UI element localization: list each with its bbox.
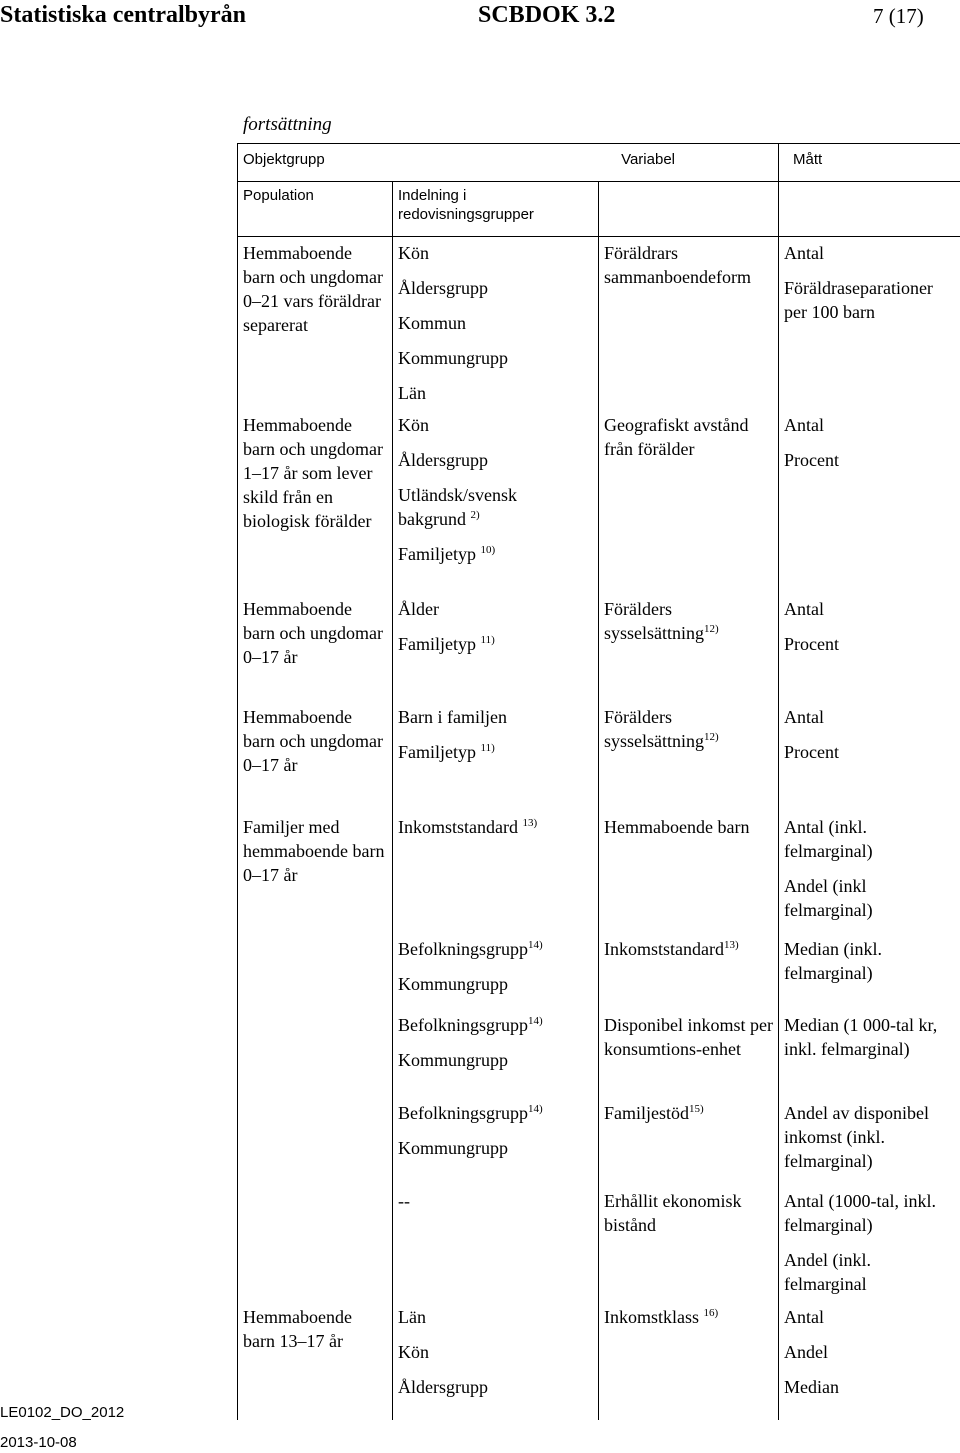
indelning-item xyxy=(398,815,593,839)
header-matt: Mått xyxy=(779,144,960,182)
matt-item: Procent xyxy=(784,742,839,762)
footnote-ref: 14) xyxy=(528,939,543,951)
footnote-ref: 13) xyxy=(522,817,538,829)
indelning-cell xyxy=(393,933,599,1009)
matt-item: Antal xyxy=(784,415,824,435)
indelning-item: Ålder xyxy=(398,599,439,619)
indelning-item: Kommungrupp xyxy=(398,1050,508,1070)
variabel-text: Inkomststandard xyxy=(604,939,724,959)
indelning-cell xyxy=(393,1009,599,1097)
indelning-cell xyxy=(393,593,599,701)
document-id: SCBDOK 3.2 xyxy=(478,2,616,28)
footnote-ref: 11) xyxy=(480,742,495,754)
variabel-text: Familjestöd xyxy=(604,1103,689,1123)
indelning-item xyxy=(398,632,593,656)
variabel-cell: Geografiskt avstånd från förälder xyxy=(599,408,779,593)
table-header-row xyxy=(238,144,960,182)
indelning-text: Inkomststandard xyxy=(398,817,518,837)
indelning-item: Län xyxy=(398,383,426,403)
indelning-item xyxy=(398,937,593,961)
indelning-item: Kommun xyxy=(398,313,467,333)
header-variabel: Variabel xyxy=(599,144,779,182)
variabel-cell: Hemmaboende barn xyxy=(599,811,779,933)
footnote-ref: 2) xyxy=(470,509,480,521)
variabel-cell: Föräldrars sammanboendeform xyxy=(599,237,779,409)
indelning-item xyxy=(398,1013,593,1037)
matt-cell xyxy=(779,237,960,409)
matt-cell: Median (1 000-tal kr, inkl. felmarginal) xyxy=(779,1009,960,1097)
table-row xyxy=(238,408,960,593)
table-row xyxy=(238,1301,960,1420)
indelning-item xyxy=(398,740,593,764)
variabel-text: Förälders sysselsättning xyxy=(604,707,705,751)
footnote-ref: 12) xyxy=(704,623,719,635)
header-population: Population xyxy=(238,182,393,237)
indelning-item xyxy=(398,483,548,531)
population-cell: Hemmaboende barn 13–17 år xyxy=(238,1301,393,1420)
indelning-item: Barn i familjen xyxy=(398,707,507,727)
table-subheader-row xyxy=(238,182,960,237)
variabel-text: Inkomstklass xyxy=(604,1307,700,1327)
footnote-ref: 12) xyxy=(704,731,719,743)
variables-table xyxy=(237,143,960,1420)
header-objektgrupp: Objektgrupp xyxy=(238,144,599,182)
indelning-item: Åldersgrupp xyxy=(398,450,488,470)
population-cell: Hemmaboende barn och ungdomar 0–17 år xyxy=(238,701,393,811)
population-cell: Hemmaboende barn och ungdomar 0–17 år xyxy=(238,593,393,701)
matt-item: Andel (inkl. felmarginal xyxy=(784,1250,871,1294)
indelning-item: Län xyxy=(398,1307,426,1327)
table-row xyxy=(238,811,960,933)
matt-item: Antal xyxy=(784,1307,824,1327)
variabel-cell xyxy=(599,1301,779,1420)
matt-cell xyxy=(779,408,960,593)
footnote-ref: 14) xyxy=(528,1103,543,1115)
indelning-item: Kommungrupp xyxy=(398,1138,508,1158)
header-matt-empty xyxy=(779,182,960,237)
table-row xyxy=(238,593,960,701)
indelning-item xyxy=(398,542,593,566)
indelning-item: Kön xyxy=(398,1342,429,1362)
matt-cell xyxy=(779,811,960,933)
matt-item: Procent xyxy=(784,450,839,470)
population-cell: Hemmaboende barn och ungdomar 1–17 år som lever skild från en biologisk förälder xyxy=(238,408,393,593)
indelning-item xyxy=(398,1101,593,1125)
indelning-text: Befolkningsgrupp xyxy=(398,1015,528,1035)
indelning-item: Åldersgrupp xyxy=(398,278,488,298)
indelning-text: Utländsk/svensk bakgrund xyxy=(398,485,517,529)
footnote-ref: 13) xyxy=(723,939,739,951)
matt-cell xyxy=(779,1301,960,1420)
variabel-cell: Disponibel inkomst per konsumtions-enhet xyxy=(599,1009,779,1097)
table-row xyxy=(238,237,960,409)
indelning-cell xyxy=(393,811,599,933)
matt-cell xyxy=(779,593,960,701)
footnote-ref: 10) xyxy=(480,544,496,556)
indelning-cell: -- xyxy=(393,1185,599,1301)
indelning-text: Familjetyp xyxy=(398,544,476,564)
indelning-cell xyxy=(393,1097,599,1185)
footnote-ref: 14) xyxy=(528,1015,543,1027)
document-code: LE0102_DO_2012 xyxy=(0,1404,125,1421)
continuation-label: fortsättning xyxy=(243,114,332,135)
matt-item: Antal (1000-tal, inkl. felmarginal) xyxy=(784,1191,936,1235)
indelning-text: Befolkningsgrupp xyxy=(398,1103,528,1123)
population-cell: Familjer med hemmaboende barn 0–17 år xyxy=(238,811,393,1301)
matt-cell xyxy=(779,1185,960,1301)
variabel-text: Förälders sysselsättning xyxy=(604,599,705,643)
matt-item: Median xyxy=(784,1377,839,1397)
indelning-cell xyxy=(393,1301,599,1420)
indelning-item: Kommungrupp xyxy=(398,974,508,994)
matt-item: Antal (inkl. felmarginal) xyxy=(784,817,873,861)
header-variabel-empty xyxy=(599,182,779,237)
matt-cell: Andel av disponibel inkomst (inkl. felmarginal) xyxy=(779,1097,960,1185)
indelning-item: Åldersgrupp xyxy=(398,1377,488,1397)
document-date: 2013-10-08 xyxy=(0,1434,77,1451)
matt-cell xyxy=(779,701,960,811)
matt-item: Andel xyxy=(784,1342,828,1362)
matt-item: Antal xyxy=(784,707,824,727)
matt-item: Antal xyxy=(784,243,824,263)
indelning-text: Familjetyp xyxy=(398,742,476,762)
footnote-ref: 11) xyxy=(480,634,495,646)
page-number: 7 (17) xyxy=(873,4,924,28)
matt-item: Antal xyxy=(784,599,824,619)
matt-item: Föräldraseparationer per 100 barn xyxy=(784,278,933,322)
footnote-ref: 16) xyxy=(703,1307,719,1319)
indelning-cell xyxy=(393,237,599,409)
indelning-item: Kön xyxy=(398,243,429,263)
organization-name: Statistiska centralbyrån xyxy=(0,2,246,28)
indelning-cell xyxy=(393,408,599,593)
variabel-cell: Erhållit ekonomisk bistånd xyxy=(599,1185,779,1301)
variabel-cell xyxy=(599,701,779,811)
indelning-text: Befolkningsgrupp xyxy=(398,939,528,959)
variabel-cell xyxy=(599,593,779,701)
matt-item: Andel (inkl felmarginal) xyxy=(784,876,873,920)
indelning-item: Kön xyxy=(398,415,429,435)
page-header xyxy=(0,0,960,32)
table-row xyxy=(238,701,960,811)
header-indelning: Indelning i redovisningsgrupper xyxy=(393,182,599,237)
footnote-ref: 15) xyxy=(689,1103,704,1115)
matt-item: Procent xyxy=(784,634,839,654)
indelning-text: Familjetyp xyxy=(398,634,476,654)
matt-cell: Median (inkl. felmarginal) xyxy=(779,933,960,1009)
population-cell: Hemmaboende barn och ungdomar 0–21 vars föräldrar separerat xyxy=(238,237,393,409)
indelning-cell xyxy=(393,701,599,811)
indelning-item: Kommungrupp xyxy=(398,348,508,368)
variabel-cell xyxy=(599,1097,779,1185)
variabel-cell xyxy=(599,933,779,1009)
